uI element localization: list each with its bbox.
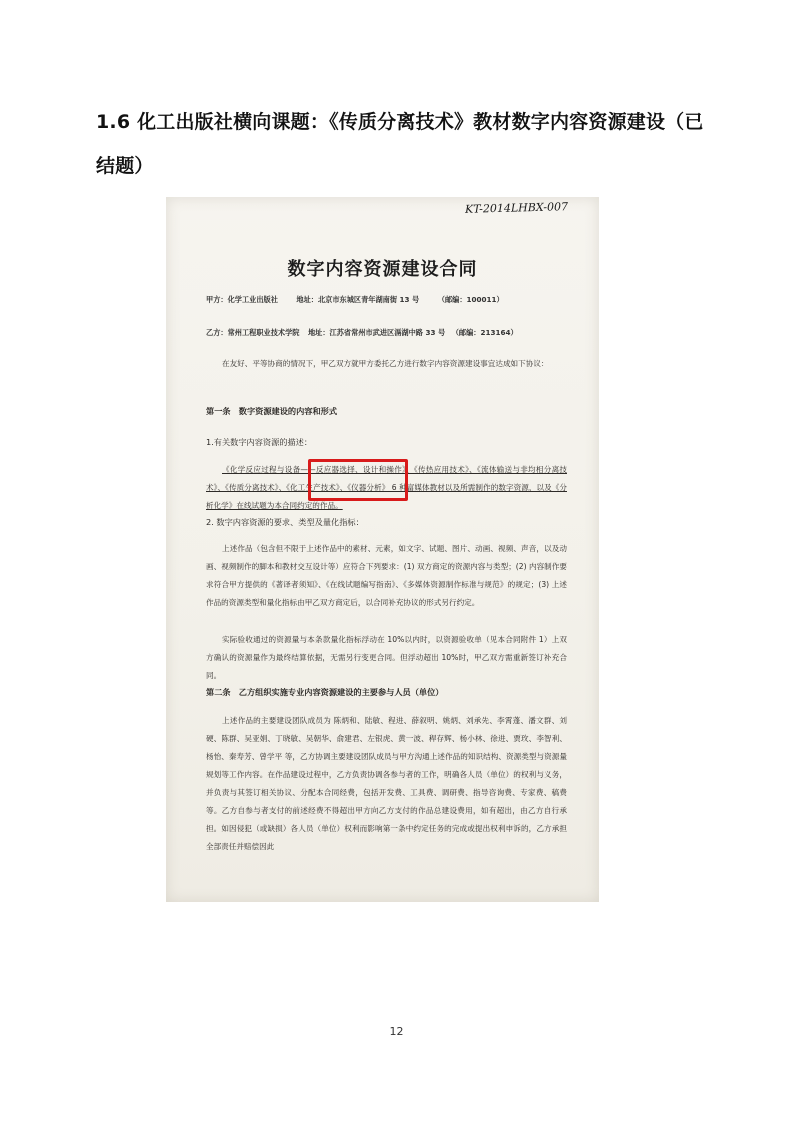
party-b-postcode: （邮编：213164） [451, 328, 518, 337]
article1-title: 第一条 数字资源建设的内容和形式 [206, 406, 338, 416]
article2-body: 上述作品的主要建设团队成员为 陈炳和、陆敏、程进、薛叙明、姚炳、刘承先、李霄蓬、潘文群、刘硬、陈群、吴亚娟、丁晓敏、吴朝华、俞建君、左银虎、黄一波、稈存辉、杨小林、徐进、贾玫、李智利、杨怡、秦寿芳、曾学平 等，乙方协调主要建设团队成员与甲方沟通上述作品的知识结构、资源类型与资源量规划等工作内容。在作品建设过程中，乙方负责协调各参与者的工作，明确各人员（单位）的权利与义务，并负责与其签订相关协议、分配本合同经费，包括开发费、工具费、调研费、指导咨询费、专家费、稿费等。乙方自参与者支付的前述经费不得超出甲方向乙方支付的作品总建设费用，如有超出，由乙方自行承担。如因侵犯（或缺损）各人员（单位）权利而影响第一条中约定任务的完成或提出权利申诉的，乙方承担全部责任并赔偿因此 [206, 716, 567, 851]
section-heading: 1.6 化工出版社横向课题：《传质分离技术》教材数字内容资源建设（已结题） [96, 111, 704, 177]
item2-title: 2. 数字内容资源的要求、类型及量化指标： [206, 517, 364, 527]
party-a-name: 甲方：化学工业出版社 [206, 295, 278, 304]
party-b-address: 地址：江苏省常州市武进区滆湖中路 33 号 [307, 328, 446, 337]
handwritten-contract-code: KT-2014LHBX-007 [464, 200, 569, 216]
item1-title: 1.有关数字内容资源的描述： [206, 437, 313, 447]
item2-body2: 实际验收通过的资源量与本条款量化指标浮动在 10%以内时，以资源验收单（见本合同附件 1）上双方确认的资源量作为最终结算依据，无需另行变更合同。但浮动超出 10%时，甲乙双方需重新签订补充合同。 [206, 635, 567, 680]
contract-title: 数字内容资源建设合同 [287, 259, 478, 280]
party-a-postcode: （邮编：100011） [437, 295, 504, 304]
page-number: 12 [389, 1025, 404, 1038]
party-b-line [206, 328, 589, 338]
contract-scan-image [166, 197, 599, 902]
highlight-box [308, 459, 408, 501]
party-a-line [206, 295, 589, 305]
article2-title: 第二条 乙方组织实施专业内容资源建设的主要参与人员（单位） [206, 687, 444, 697]
item2-body1: 上述作品（包含但不限于上述作品中的素材、元素，如文字、试题、图片、动画、视频、声音，以及动画、视频制作的脚本和教材交互设计等）应符合下列要求：(1) 双方商定的资源内容与类型；(2) 内容制作要求符合甲方提供的《著译者须知》、《在线试题编写指南》、《多媒体资源制作标准与规范》的规定；(3) 上述作品的资源类型和量化指标由甲乙双方商定后，以合同补充协议的形式另行约定。 [206, 544, 567, 607]
item1-body: 《化学反应过程与设备——反应器选择、设计和操作》、《传热应用技术》、《流体输送与非均相分离技术》、《传质分离技术》、《化工生产技术》、《仪器分析》 6 种富媒体教材以及所需制作的数字资源，以及《分析化学》在线试题为本合同约定的作品。 [206, 465, 567, 510]
party-a-address: 地址：北京市东城区青年湖南街 13 号 [296, 295, 420, 304]
party-b-name: 乙方：常州工程职业技术学院 [206, 328, 300, 337]
contract-intro: 在友好、平等协商的情况下，甲乙双方就甲方委托乙方进行数字内容资源建设事宜达成如下协议： [222, 359, 549, 368]
